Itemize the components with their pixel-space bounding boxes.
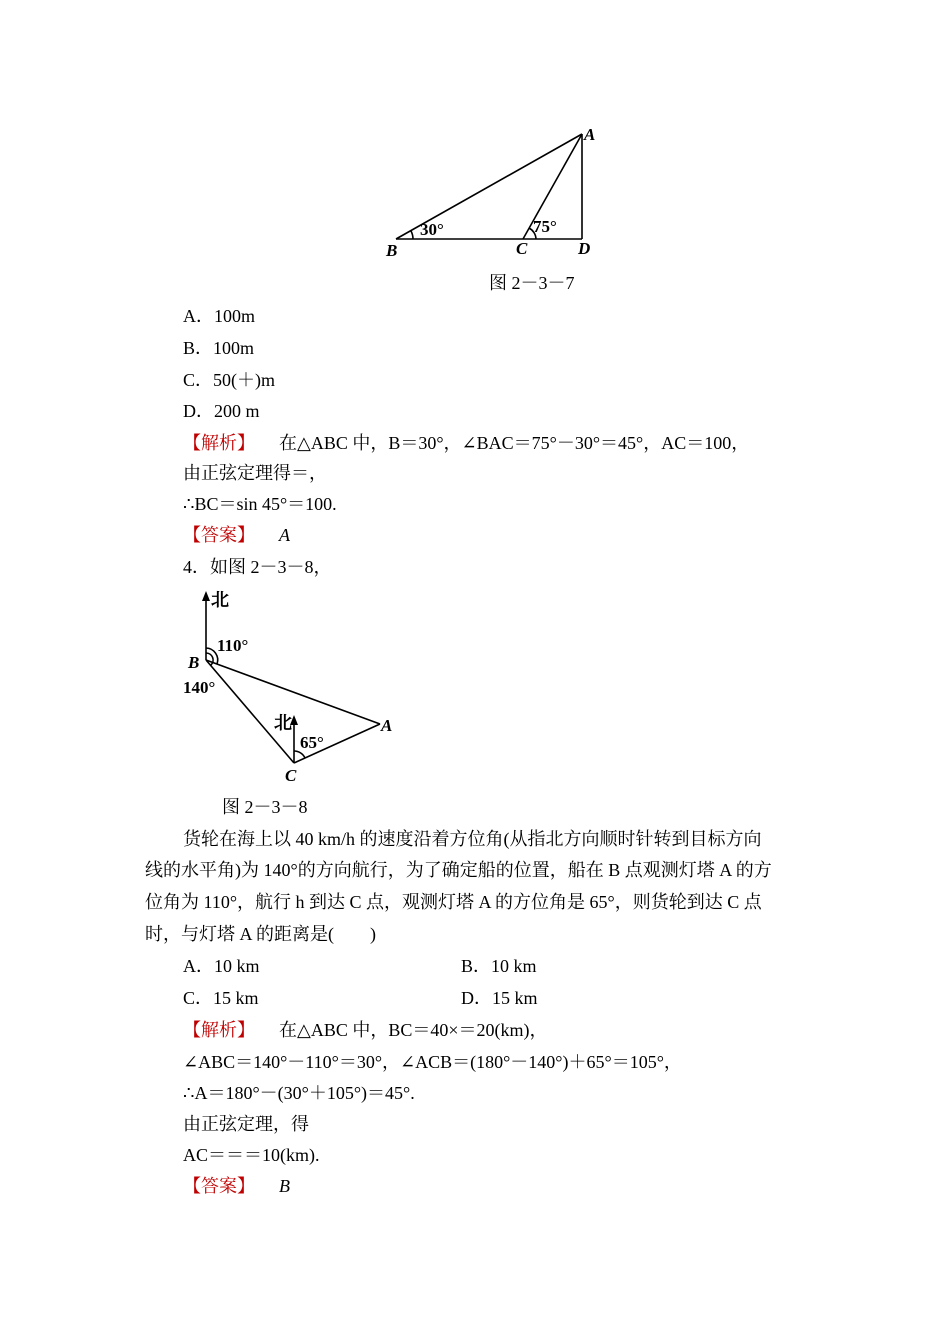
point-b-label: B [188, 653, 200, 672]
figure-2-3-7 [370, 120, 620, 265]
angle-65-arc [294, 751, 305, 758]
analysis-tag: 【解析】 [183, 1020, 255, 1040]
analysis-line: ∠ABC＝140°－110°＝30°，∠ACB＝(180°－140°)＋65°＝105°， [183, 1052, 682, 1072]
question-stem-line: 位角为 110°，航行 h 到达 C 点，观测灯塔 A 的方位角是 65°，则货轮到达 C 点 [145, 892, 762, 912]
question-stem-line: 货轮在海上以 40 km/h 的速度沿着方位角(从指北方向顺时针转到目标方向 [183, 829, 762, 849]
north-arrow-b [202, 591, 210, 601]
angle-65-label: 65° [300, 733, 324, 752]
analysis-line: 在△ABC 中，B＝30°，∠BAC＝75°－30°＝45°，AC＝100， [279, 433, 750, 453]
point-d-label: D [578, 239, 591, 258]
option-a: A．100m [183, 306, 255, 326]
angle-110-label: 110° [217, 636, 249, 655]
angle-b-arc [411, 231, 413, 239]
north-label-c: 北 [274, 713, 292, 733]
north-label-top: 北 [211, 590, 229, 610]
angle-140-label: 140° [183, 678, 216, 697]
option-b: B．100m [183, 338, 255, 358]
option-d: D．15 km [461, 988, 538, 1008]
point-a-label: A [584, 125, 596, 144]
point-a-label: A [381, 716, 393, 735]
point-b-label: B [386, 241, 398, 260]
analysis-line: ∴BC＝sin 45°＝100. [183, 494, 337, 514]
option-d: D．200 m [183, 401, 260, 421]
segment-ba [206, 660, 380, 724]
analysis-tag: 【解析】 [183, 433, 255, 453]
analysis-line: ∴A＝180°－(30°＋105°)＝45°. [183, 1083, 415, 1103]
question-stem-line: 时，与灯塔 A 的距离是( ) [145, 924, 376, 944]
point-c-label: C [516, 239, 528, 258]
figure-caption: 图 2－3－8 [222, 797, 308, 817]
question-stem-line: 线的水平角)为 140°的方向航行，为了确定船的位置，船在 B 点观测灯塔 A 的方 [145, 860, 772, 880]
analysis-line: 由正弦定理得＝， [183, 463, 327, 483]
angle-c-label: 75° [533, 217, 557, 236]
answer-value: B [279, 1176, 290, 1196]
question-4-head: 4．如图 2－3－8， [183, 557, 332, 577]
figure-2-3-8 [175, 585, 415, 790]
analysis-line: 由正弦定理，得 [183, 1114, 309, 1134]
answer-tag: 【答案】 [183, 1176, 255, 1196]
answer-value: A [279, 525, 290, 545]
analysis-line: 在△ABC 中，BC＝40×＝20(km)， [279, 1020, 548, 1040]
analysis-line: AC＝＝＝10(km). [183, 1145, 320, 1165]
option-b: B．10 km [461, 956, 537, 976]
option-c: C．15 km [183, 988, 259, 1008]
answer-tag: 【答案】 [183, 525, 255, 545]
angle-b-label: 30° [420, 220, 444, 239]
option-a: A．10 km [183, 956, 260, 976]
figure-caption: 图 2－3－7 [489, 273, 575, 293]
point-c-label: C [285, 766, 297, 785]
option-c: C．50(＋)m [183, 370, 275, 390]
